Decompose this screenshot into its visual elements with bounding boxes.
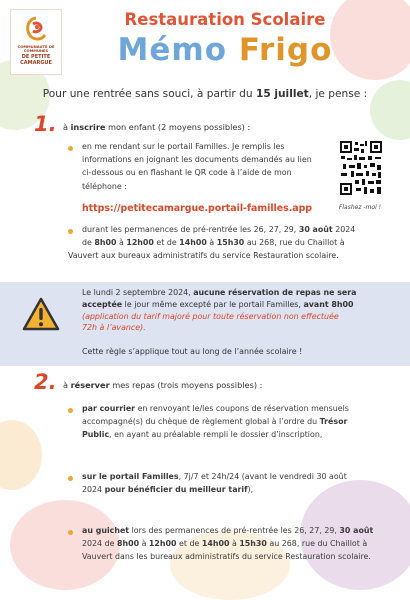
s2-b2-line2 xyxy=(82,483,382,496)
t: avant 8h00 xyxy=(303,299,354,309)
t: Le lundi 2 septembre 2024, xyxy=(82,288,194,297)
s1-lead-prefix: à xyxy=(63,122,71,132)
t: à xyxy=(206,238,217,248)
s1-b1-line: téléphone : xyxy=(82,181,127,191)
s2-b3-line2 xyxy=(82,537,387,550)
t: 14h00 xyxy=(201,539,230,549)
s1-b2-line1 xyxy=(82,223,382,236)
s2-bullet2-dot xyxy=(68,476,73,481)
s2-lead-suffix: mes repas (trois moyens possibles) : xyxy=(109,380,263,390)
intro-line xyxy=(0,88,410,100)
t: 15h30 xyxy=(239,539,267,549)
t: ), xyxy=(247,485,254,495)
t: accompagné(s) du chèque de règlement global à l’ordre du xyxy=(82,417,320,427)
t: 30 août xyxy=(298,225,333,234)
intro-prefix: Pour une rentrée sans souci, à partir du xyxy=(42,88,256,100)
alert-rule-reminder: Cette règle s’applique tout au long de l’année scolaire ! xyxy=(82,347,303,356)
t: aucune réservation de repas ne sera xyxy=(193,288,357,297)
logo-line2: DE PETITE xyxy=(21,53,51,60)
s1-lead-bold: inscrire xyxy=(70,122,106,132)
s1-b1-line: informations en joignant les documents demandés au lien xyxy=(82,155,312,165)
t: , en ayant au préalable rempli le dossier d’inscription, xyxy=(109,430,323,440)
t: , 7j/7 et 24h/24 (avant le vendredi 30 août xyxy=(178,472,347,481)
s2-lead-prefix: à xyxy=(63,380,71,390)
alert-line1 xyxy=(82,287,382,299)
title-frigo: Frigo xyxy=(238,32,333,68)
s1-b2-line2 xyxy=(82,236,382,249)
t: 8h00 xyxy=(94,238,117,248)
t: à xyxy=(229,539,240,549)
section2-number: 2. xyxy=(34,370,57,394)
t: 14h00 xyxy=(179,238,207,248)
alert-text xyxy=(82,287,382,334)
t: en renvoyant le/les coupons de réservation mensuels xyxy=(135,404,349,413)
t: 30 août xyxy=(339,526,374,535)
s2-b2-line1 xyxy=(82,470,382,483)
s1-bullet1-text xyxy=(82,140,332,193)
t: 12h00 xyxy=(148,539,177,549)
t: 8h00 xyxy=(116,539,140,549)
s2-bullet1-text xyxy=(82,402,382,442)
t: et de xyxy=(153,238,180,248)
title-memo-frigo xyxy=(70,32,380,68)
s1-b1-line: ci-dessous ou en flashant le QR code à l’aide de mon xyxy=(82,168,292,178)
s2-b1-line1 xyxy=(82,402,382,415)
t: 2024 xyxy=(82,485,105,495)
s2-bullet1-dot xyxy=(68,408,73,413)
s2-b1-line3 xyxy=(82,428,382,441)
s2-b3-line3: Vauvert dans les bureaux administratifs du service Restauration scolaire. xyxy=(82,552,371,562)
s1-b1-line: en me rendant sur le portail Familles. Je remplis les xyxy=(82,142,285,151)
qr-code[interactable] xyxy=(339,140,383,196)
t: durant les permanences de pré-rentrée les 26, 27, 29, xyxy=(82,225,299,234)
intro-suffix: , je pense : xyxy=(308,88,368,100)
t: au 268, rue du Chaillot à xyxy=(244,238,345,248)
title-memo: Mémo xyxy=(117,32,228,68)
community-logo xyxy=(10,9,62,75)
s2-lead-bold: réserver xyxy=(70,380,110,390)
t: acceptée xyxy=(82,299,123,309)
t: 2024 xyxy=(332,225,356,234)
s2-b1-line2 xyxy=(82,415,382,428)
t: Public xyxy=(82,430,110,440)
s2-bullet3-dot xyxy=(68,530,73,535)
logo-line1: COMMUNAUTÉ DE COMMUNES xyxy=(17,45,55,54)
section1-lead xyxy=(63,122,250,132)
t: par courrier xyxy=(82,404,136,413)
logo-line3: CAMARGUE xyxy=(20,59,52,66)
s1-bullet2-text xyxy=(68,223,382,263)
s2-bullet3-text xyxy=(82,524,387,564)
s1-b2-line3: Vauvert aux bureaux administratifs du service Restauration scolaire. xyxy=(68,251,339,261)
t: 2024 de xyxy=(82,539,117,549)
t: à xyxy=(139,539,149,549)
s1-bullet1-dot xyxy=(68,146,73,151)
t: au 268, rue du Chaillot à xyxy=(266,539,368,549)
alert-line2 xyxy=(82,299,382,311)
portail-familles-link[interactable]: https://petitecamargue.portail-familles.app xyxy=(82,203,312,214)
t: au guichet xyxy=(82,526,130,535)
section1-number: 1. xyxy=(34,112,57,136)
t: pour bénéficier du meilleur tarif xyxy=(104,485,248,495)
alert-line3: (application du tarif majoré pour toute réservation non effectuée xyxy=(82,311,339,321)
t: de xyxy=(82,238,95,248)
warning-icon xyxy=(22,296,60,332)
intro-date: 15 juillet xyxy=(255,88,309,100)
t: et de xyxy=(176,539,202,549)
s2-bullet2-text xyxy=(82,470,382,496)
qr-caption: Flashez -moi ! xyxy=(338,204,382,211)
t: lors des permanences de pré-rentrée les 26, 27, 29, xyxy=(129,526,340,535)
title-restauration-scolaire: Restauration Scolaire xyxy=(124,10,326,29)
t: le jour même excepté par le portail Familles, xyxy=(122,299,304,309)
alert-line4: 72h à l’avance). xyxy=(82,323,146,333)
t: 12h00 xyxy=(126,238,154,248)
s1-lead-suffix: mon enfant (2 moyens possibles) : xyxy=(105,122,251,132)
s1-bullet2-dot xyxy=(68,229,73,234)
section2-lead xyxy=(63,380,262,390)
s2-b3-line1 xyxy=(82,524,387,537)
t: 15h30 xyxy=(216,238,245,248)
t: sur le portail Familles xyxy=(82,472,179,481)
t: Trésor xyxy=(319,417,348,427)
logo-emblem-icon xyxy=(23,15,49,43)
t: à xyxy=(116,238,127,248)
decor-fruit-left-mid xyxy=(0,420,42,490)
